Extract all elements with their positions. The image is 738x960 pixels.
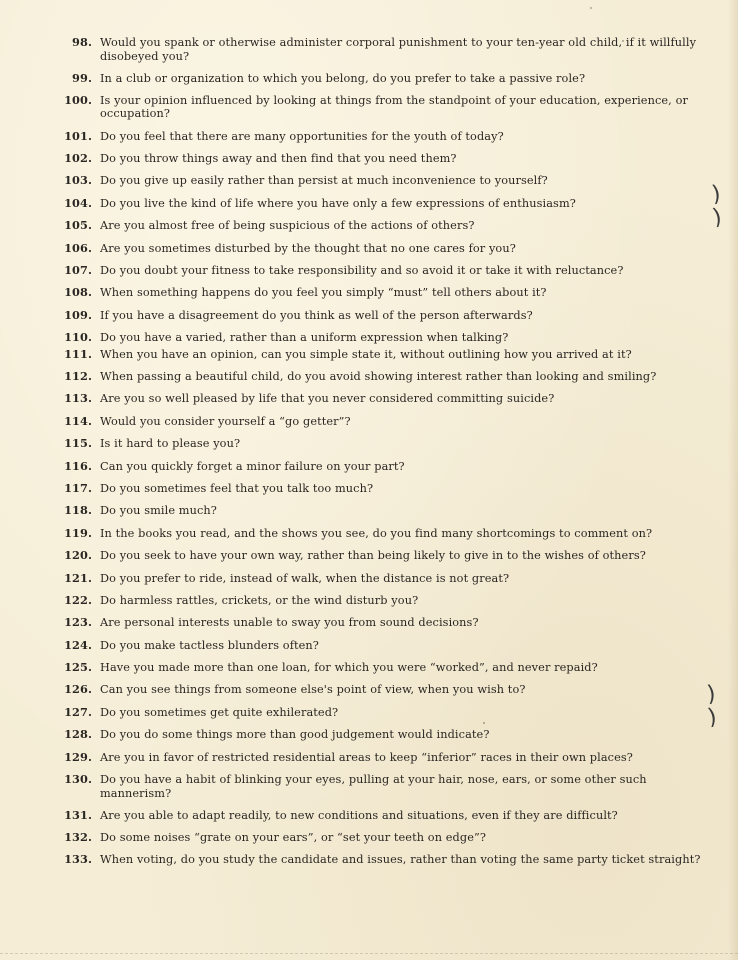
question-item [56,549,706,563]
question-number: 127. [64,704,92,719]
question-text: When passing a beautiful child, do you avoid showing interest rather than looking and smiling? [100,369,657,383]
question-text: Do you live the kind of life where you have only a few expressions of enthusiasm? [100,196,576,210]
question-item [56,460,706,474]
question-item [56,152,706,166]
question-text: Do harmless rattles, crickets, or the wind disturb you? [100,593,419,607]
question-number: 129. [64,749,92,764]
question-text: Do you feel that there are many opportunities for the youth of today? [100,129,504,143]
question-text: Are you in favor of restricted residential areas to keep “inferior” races in their own places? [100,750,633,764]
question-text: Are you able to adapt readily, to new conditions and situations, even if they are difficult? [100,808,618,822]
question-number: 104. [64,195,92,210]
question-item [56,348,706,362]
question-item [56,286,706,300]
question-text: Do you doubt your fitness to take responsibility and so avoid it or take it with reluctance? [100,263,624,277]
question-number: 105. [64,218,92,233]
question-item [56,36,706,63]
question-item [56,594,706,608]
question-text: Have you made more than one loan, for which you were “worked”, and never repaid? [100,661,598,675]
question-item [56,370,706,384]
question-number: 121. [64,570,92,585]
question-item [56,683,706,697]
question-number: 119. [64,525,92,540]
question-number: 98. [72,35,92,49]
question-item [56,728,706,742]
question-text: Do you sometimes feel that you talk too much? [100,481,374,495]
question-number: 131. [64,807,92,822]
question-text: Can you see things from someone else's point of view, when you wish to? [100,683,526,697]
question-text: Do you smile much? [100,504,217,518]
pencil-margin-mark: ) [705,704,719,731]
question-number: 116. [64,458,92,473]
question-item [56,437,706,451]
question-text: Are you so well pleased by life that you never considered committing suicide? [100,392,555,406]
pencil-margin-mark: ) [705,681,717,708]
question-text: Are personal interests unable to sway you from sound decisions? [100,616,479,630]
question-text: In a club or organization to which you belong, do you prefer to take a passive role? [100,71,586,85]
question-number: 101. [64,128,92,143]
question-text: Would you consider yourself a “go getter”? [100,414,351,428]
question-text: Do you make tactless blunders often? [100,638,319,652]
question-number: 115. [64,436,92,451]
question-item [56,773,706,800]
question-text: Are you sometimes disturbed by the thought that no one cares for you? [100,241,516,255]
question-number: 133. [64,852,92,867]
question-item [56,392,706,406]
question-number: 126. [64,682,92,697]
question-number: 122. [64,592,92,607]
question-number: 99. [72,70,92,85]
question-item [56,94,706,121]
question-number: 123. [64,615,92,630]
question-item [56,130,706,144]
question-text: Do you throw things away and then find that you need them? [100,151,457,165]
question-item [56,751,706,765]
question-number: 132. [64,830,92,844]
question-number: 120. [64,548,92,563]
question-number: 100. [64,92,92,107]
question-number: 124. [64,637,92,652]
question-text: Do you sometimes get quite exhilerated? [100,705,339,719]
question-list [56,36,706,876]
question-number: 111. [64,346,92,361]
question-number: 118. [64,503,92,518]
question-text: Is your opinion influenced by looking at things from the standpoint of your education, experience, or occupation? [100,93,688,121]
question-text: Do you give up easily rather than persist at much inconvenience to yourself? [100,174,548,188]
question-number: 117. [64,480,92,495]
question-number: 107. [64,262,92,277]
question-item [56,197,706,211]
question-item [56,853,706,867]
question-text: When you have an opinion, can you simple state it, without outlining how you arrived at it? [100,347,632,361]
question-text: Is it hard to please you? [100,437,241,451]
question-text: Do you seek to have your own way, rather than being likely to give in to the wishes of others? [100,549,646,563]
question-number: 102. [64,150,92,165]
question-text: Would you spank or otherwise administer corporal punishment to your ten-year old child, if it willfully disobeyed you? [100,36,697,63]
question-item [56,264,706,278]
question-number: 112. [64,368,92,383]
question-item [56,572,706,586]
question-number: 108. [64,285,92,300]
question-item [56,331,706,345]
question-text: When something happens do you feel you simply “must” tell others about it? [100,286,547,300]
question-item [56,72,706,86]
question-number: 109. [64,307,92,322]
question-item [56,527,706,541]
question-number: 125. [64,660,92,675]
question-text: In the books you read, and the shows you see, do you find many shortcomings to comment on? [100,526,653,540]
question-item [56,415,706,429]
question-item [56,309,706,323]
question-item [56,809,706,823]
question-text: Are you almost free of being suspicious of the actions of others? [100,219,475,233]
question-text: Can you quickly forget a minor failure on your part? [100,459,405,473]
question-item [56,706,706,720]
question-item [56,661,706,675]
question-item [56,174,706,188]
paper-speck [590,7,592,9]
pencil-margin-mark: ) [710,181,723,208]
question-item [56,831,706,845]
question-number: 106. [64,240,92,255]
question-text: Do you prefer to ride, instead of walk, when the distance is not great? [100,571,510,585]
question-item [56,219,706,233]
question-text: When voting, do you study the candidate and issues, rather than voting the same party ticket straight? [100,853,701,867]
question-number: 113. [64,391,92,406]
pencil-margin-mark: ) [710,204,724,231]
question-text: Do you have a habit of blinking your eyes, pulling at your hair, nose, ears, or some other such mannerism? [100,773,647,800]
question-item [56,639,706,653]
question-item [56,482,706,496]
question-text: If you have a disagreement do you think as well of the person afterwards? [100,308,533,322]
question-number: 130. [64,772,92,787]
question-text: Do you do some things more than good judgement would indicate? [100,728,490,742]
question-item [56,242,706,256]
question-text: Do some noises “grate on your ears”, or “set your teeth on edge”? [100,831,487,844]
question-item [56,616,706,630]
question-item [56,504,706,518]
question-number: 114. [64,413,92,428]
question-number: 110. [64,330,92,345]
question-number: 128. [64,727,92,742]
question-text: Do you have a varied, rather than a uniform expression when talking? [100,331,509,345]
question-number: 103. [64,173,92,188]
